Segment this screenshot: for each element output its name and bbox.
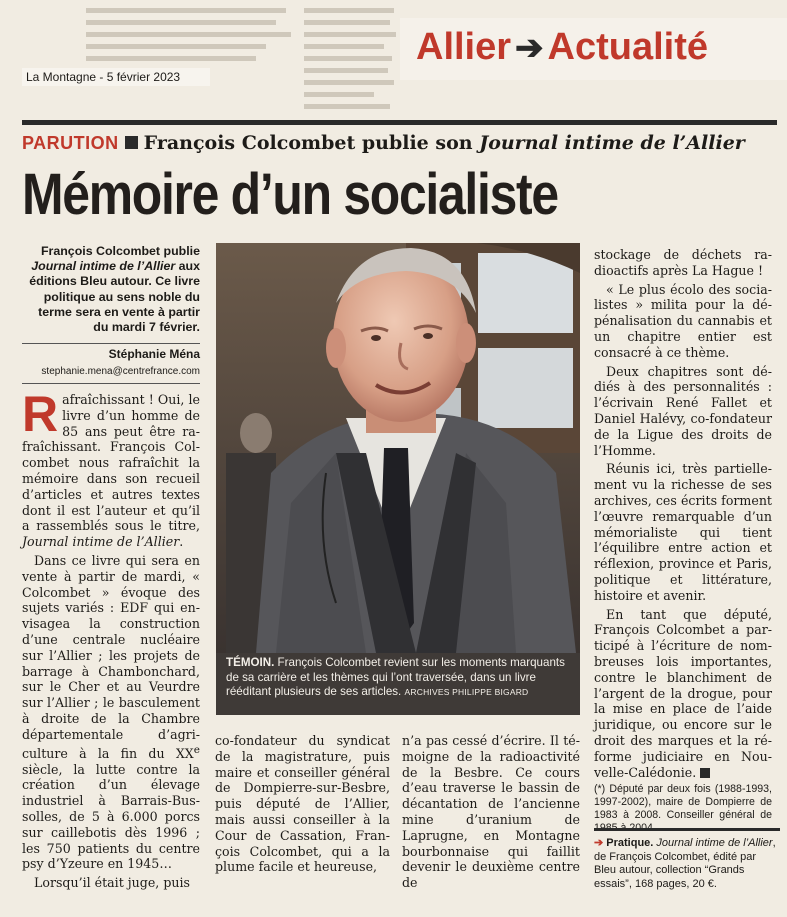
faded-text-lines-left [6, 4, 300, 64]
header-rule [22, 120, 777, 125]
lede-part1: François Colcombet publie [40, 244, 200, 258]
book-title-inline: Journal intime de l’Allier [22, 534, 180, 550]
caption-lead: TÉMOIN. [226, 656, 275, 669]
section-name: Allier [416, 26, 512, 68]
section-subname: Actualité [547, 26, 709, 68]
paragraph: stockage de déchets radioactifs après La Hague ! [594, 247, 772, 278]
paragraph-text: Dans ce livre qui sera en vente à partir de mardi, « Colcombet » évoque des sujets variés : EDF qui envisagea la construction d’une centrale nucléaire sur l’Allier ; les projets de barrage à Chambonchard, sur le Cher et au Veurdre sur l’Allier ; le basculement à droite de la Chambre départementale d’agriculture à la fin du [22, 552, 200, 761]
footnote: (*) Député par deux fois (1988-1993, 1997-2002), maire de Dompierre de 1983 à 2008. Conseiller général de 1985 à 2004. [594, 783, 772, 835]
article-column-1 [22, 386, 200, 894]
paragraph: co-fondateur du syndicat de la magistrature, puis maire et conseiller général de Dompierre-sur-Besbre, puis député de l’Allier, mais aussi conseiller à la Cour de Cassation, François Colcombet, qui a la plume facile et heureuse, [215, 733, 390, 875]
paragraph [22, 553, 200, 872]
century-suffix: e [193, 743, 200, 756]
adjacent-article-texture-left [0, 0, 300, 118]
kicker-text: François Colcombet publie son [143, 132, 473, 154]
photo-caption [216, 653, 580, 715]
practical-text: , de François Colcombet, édité par Bleu autour, collection “Grands essais”, 168 pages, 20 €. [594, 837, 776, 890]
lede [22, 244, 200, 335]
kicker-book-title: Journal intime de l’Allier [479, 132, 745, 154]
paragraph-text: afraîchissant ! Oui, le livre d’un homme de 85 ans peut être rafraîchissant. François Colcombet nous rafraîchit la mémoire dans son recueil d’articles et autres textes dont il est l’auteur et qu’il a rassemblés sous le titre, [22, 392, 200, 534]
paragraph [22, 386, 200, 550]
caption-text: François Colcombet revient sur les moments marquants de sa carrière et les thèmes qui l’ont traversée, dans un livre rééditant plusieurs de ses articles. [226, 656, 565, 699]
paragraph: Réunis ici, très partiellement vu la richesse de ses archives, ces écrits forment l’œuvre remarquable d’un mémorialiste qui tient l’équilibre entre action et réflexion, province et Paris, politique et littérature, histoire et avenir. [594, 461, 772, 603]
practical-label: Pratique. [606, 837, 654, 849]
kicker [22, 132, 782, 154]
paragraph: n’a pas cessé d’écrire. Il témoigne de la radioactivité de la Besbre. Ce cours d’eau traverse le bassin de décantation de l’ancienne mine d’uranium de Laprugne, en Montagne bourbonnaise qui faillit devenir le deuxième centre de [402, 733, 580, 891]
arrow-right-icon: ➔ [594, 837, 604, 849]
byline-author: Stéphanie Ména [108, 347, 200, 361]
byline-rule-bottom [22, 383, 200, 384]
arrow-right-icon: ➔ [515, 29, 544, 67]
paragraph-text-end: siècle, la lutte contre la création d’un élevage industriel à Barrais-Bussolles, de 5 à 6.000 porcs sur caillebotis dès 1996 ; les 750 patients du centre psy d’Yzeure en 1945… [22, 761, 200, 872]
century [175, 743, 200, 761]
headline: Mémoire d’un socialiste [22, 162, 558, 227]
source-line: La Montagne - 5 février 2023 [22, 68, 210, 86]
paragraph: Deux chapitres sont dédiés à des personnalités : l’écrivain René Fallet et Daniel Halévy, co-fondateur de la Ligue des droits de l’Homme. [594, 363, 772, 458]
paragraph-text: En tant que député, François Colcombet a participé à l’écriture de nombreuses lois importantes, contre le blanchiment de l’argent de la drogue, pour la mise en place de l’aide juridique, ou encore sur le droit des marques et la réforme judiciaire en Nouvelle-Calédonie. [594, 606, 772, 780]
faded-text-lines-right [300, 4, 400, 118]
lede-part2: aux éditions Bleu autour. Ce livre politique au sens noble du terme sera en vente à partir du mardi 7 février. [29, 259, 200, 335]
practical-book-title: Journal intime de l’Allier [656, 837, 773, 849]
byline-rule-top [22, 343, 200, 344]
paragraph: Lorsqu’il était juge, puis [34, 875, 190, 891]
kicker-label: PARUTION [22, 133, 119, 153]
practical-info-box [594, 828, 780, 894]
paragraph [594, 607, 772, 781]
article-column-2 [215, 733, 390, 878]
paragraph: « Le plus écolo des socialistes » milita pour la dépénalisation du cannabis et un chapitre entier est consacré à ce thème. [594, 281, 772, 360]
lede-title: Journal intime de l’Allier [31, 259, 176, 274]
byline-email[interactable]: stephanie.mena@centrefrance.com [41, 366, 200, 377]
drop-cap: R [22, 386, 59, 442]
portrait-illustration [216, 243, 580, 653]
end-square-icon [700, 768, 710, 778]
photo-credit: ARCHIVES PHILIPPE BIGARD [404, 687, 529, 698]
portrait-photo [216, 243, 580, 653]
article-column-3 [402, 733, 580, 894]
century-number: XX [175, 745, 194, 761]
square-bullet-icon [125, 136, 138, 149]
paragraph-end: . [179, 534, 184, 550]
article-column-4 [594, 247, 772, 838]
section-rubric [400, 18, 787, 80]
